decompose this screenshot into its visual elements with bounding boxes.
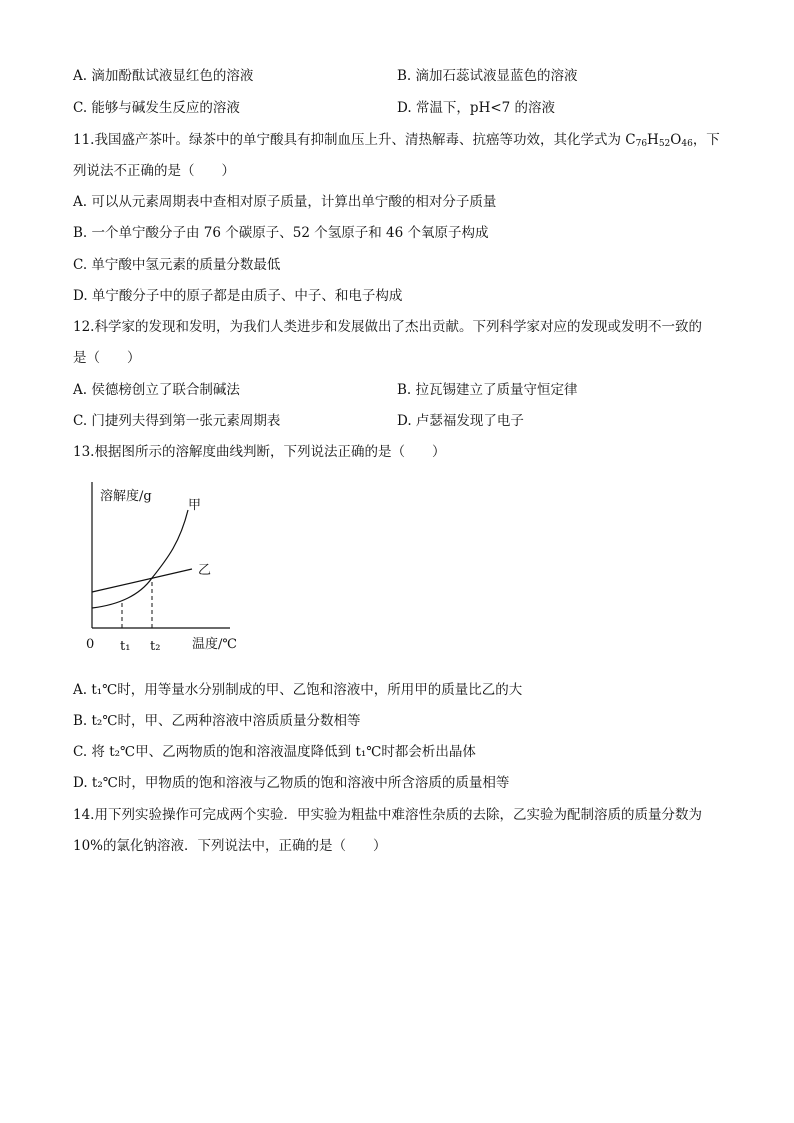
q13-option-d: D. t₂℃时，甲物质的饱和溶液与乙物质的饱和溶液中所含溶质的质量相等 bbox=[73, 775, 510, 791]
q13-option-b: B. t₂℃时，甲、乙两种溶液中溶质质量分数相等 bbox=[73, 713, 361, 729]
q10-option-d: D. 常温下，pH<7 的溶液 bbox=[397, 100, 556, 116]
q12-option-d: D. 卢瑟福发现了电子 bbox=[397, 413, 524, 429]
q12-option-c: C. 门捷列夫得到第一张元素周期表 bbox=[73, 413, 281, 429]
q11-stem-text: 11.我国盛产茶叶。绿茶中的单宁酸具有抑制血压上升、清热解毒、抗癌等功效，其化学式为 C bbox=[73, 132, 636, 148]
series-yi-label: 乙 bbox=[198, 563, 212, 578]
formula-h: H bbox=[647, 132, 659, 148]
q11-stem-line2: 列说法不正确的是（ ） bbox=[73, 163, 235, 179]
q12-stem-line2: 是（ ） bbox=[73, 350, 141, 366]
q10-option-a: A. 滴加酚酞试液显红色的溶液 bbox=[73, 68, 254, 84]
q14-stem-line2: 10%的氯化钠溶液．下列说法中，正确的是（ ） bbox=[73, 838, 387, 854]
q13-stem: 13.根据图所示的溶解度曲线判断，下列说法正确的是（ ） bbox=[73, 444, 446, 460]
x-tick-t1: t₁ bbox=[120, 639, 131, 654]
q11-option-c: C. 单宁酸中氢元素的质量分数最低 bbox=[73, 257, 281, 273]
solubility-chart bbox=[80, 480, 280, 660]
q11-option-a: A. 可以从元素周期表中查相对原子质量，计算出单宁酸的相对分子质量 bbox=[73, 194, 497, 210]
q11-stem-line1 bbox=[73, 130, 720, 154]
formula-sub-o: 46 bbox=[681, 139, 693, 149]
q11-option-b: B. 一个单宁酸分子由 76 个碳原子、52 个氢原子和 46 个氧原子构成 bbox=[73, 225, 489, 241]
formula-sub-c: 76 bbox=[635, 139, 648, 149]
solubility-chart-svg bbox=[80, 480, 280, 660]
y-axis-label: 溶解度/g bbox=[100, 489, 152, 504]
q11-stem-tail: ，下 bbox=[692, 132, 720, 148]
origin-label: 0 bbox=[86, 637, 95, 652]
q12-option-b: B. 拉瓦锡建立了质量守恒定律 bbox=[397, 382, 578, 398]
q12-stem-line1: 12.科学家的发现和发明，为我们人类进步和发展做出了杰出贡献。下列科学家对应的发现或发明不一致的 bbox=[73, 319, 702, 335]
q14-stem-line1: 14.用下列实验操作可完成两个实验．甲实验为粗盐中难溶性杂质的去除，乙实验为配制溶质的质量分数为 bbox=[73, 807, 702, 823]
x-axis-label: 温度/℃ bbox=[192, 637, 237, 652]
q13-option-c: C. 将 t₂℃甲、乙两物质的饱和溶液温度降低到 t₁℃时都会析出晶体 bbox=[73, 744, 476, 760]
series-jia-label: 甲 bbox=[188, 498, 202, 513]
q10-option-b: B. 滴加石蕊试液显蓝色的溶液 bbox=[397, 68, 578, 84]
x-tick-t2: t₂ bbox=[150, 639, 161, 654]
formula-o: O bbox=[670, 132, 682, 148]
q13-option-a: A. t₁℃时，用等量水分别制成的甲、乙饱和溶液中，所用甲的质量比乙的大 bbox=[73, 682, 523, 698]
q11-option-d: D. 单宁酸分子中的原子都是由质子、中子、和电子构成 bbox=[73, 288, 403, 304]
series-jia-curve bbox=[92, 510, 188, 608]
formula-sub-h: 52 bbox=[658, 139, 671, 149]
q12-option-a: A. 侯德榜创立了联合制碱法 bbox=[73, 382, 240, 398]
q10-option-c: C. 能够与碱发生反应的溶液 bbox=[73, 100, 240, 116]
